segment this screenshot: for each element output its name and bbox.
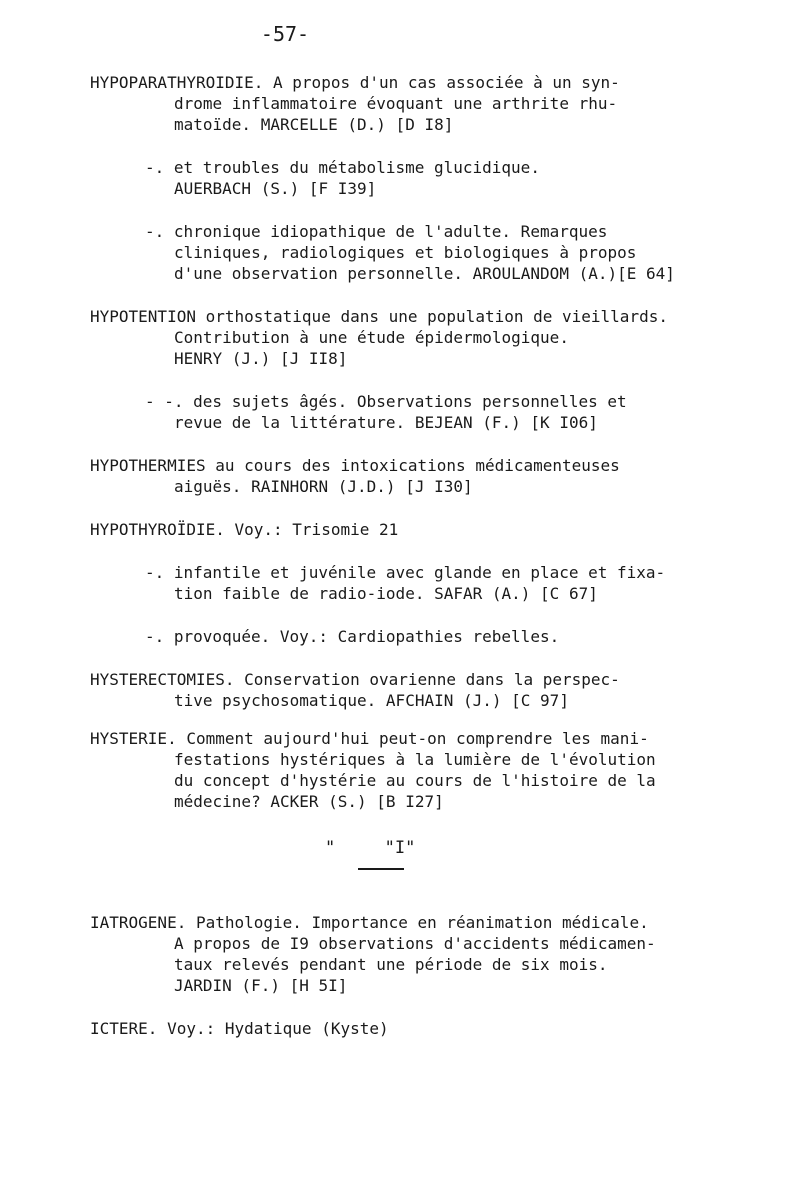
- index-entry: [90, 912, 770, 996]
- index-subentry: [90, 626, 770, 647]
- index-entry: [90, 306, 770, 369]
- page-number: -57-: [260, 22, 310, 46]
- entry-line: -. infantile et juvénile avec glande en place et fixa-: [145, 563, 666, 582]
- section-heading-quote: ": [325, 838, 336, 858]
- index-subentry: [90, 562, 770, 604]
- entry-line: drome inflammatoire évoquant une arthrite rhu-: [174, 94, 618, 113]
- entry-line: HENRY (J.) [J II8]: [174, 349, 348, 368]
- entry-line: ICTERE. Voy.: Hydatique (Kyste): [90, 1019, 389, 1038]
- entry-line: Contribution à une étude épidermologique.: [174, 328, 569, 347]
- entry-line: revue de la littérature. BEJEAN (F.) [K I06]: [174, 413, 598, 432]
- entry-line: matoïde. MARCELLE (D.) [D I8]: [174, 115, 454, 134]
- entry-line: médecine? ACKER (S.) [B I27]: [174, 792, 444, 811]
- entry-line: -. provoquée. Voy.: Cardiopathies rebelles.: [145, 627, 560, 646]
- entry-line: du concept d'hystérie au cours de l'histoire de la: [174, 771, 656, 790]
- entry-line: HYPOTENTION orthostatique dans une population de vieillards.: [90, 307, 668, 326]
- section-heading-letter: "I": [384, 838, 416, 858]
- section-divider: [358, 868, 404, 870]
- index-entry: [90, 72, 770, 135]
- section-heading: [0, 838, 800, 858]
- entry-line: HYPOTHYROÏDIE. Voy.: Trisomie 21: [90, 520, 399, 539]
- entry-line: HYSTERIE. Comment aujourd'hui peut-on comprendre les mani-: [90, 729, 649, 748]
- entry-line: taux relevés pendant une période de six mois.: [174, 955, 608, 974]
- entry-line: tion faible de radio-iode. SAFAR (A.) [C 67]: [174, 584, 598, 603]
- index-subentry: [90, 221, 770, 284]
- entry-line: tive psychosomatique. AFCHAIN (J.) [C 97]: [174, 691, 569, 710]
- entry-line: -. chronique idiopathique de l'adulte. Remarques: [145, 222, 608, 241]
- entry-line: -. et troubles du métabolisme glucidique.: [145, 158, 540, 177]
- index-subentry: [90, 391, 770, 433]
- index-entry: [90, 455, 770, 497]
- entry-line: AUERBACH (S.) [F I39]: [174, 179, 377, 198]
- entry-line: HYSTERECTOMIES. Conservation ovarienne dans la perspec-: [90, 670, 620, 689]
- index-entries-i: [90, 912, 770, 1039]
- index-entry: [90, 669, 770, 711]
- entry-line: IATROGENE. Pathologie. Importance en réanimation médicale.: [90, 913, 649, 932]
- index-entries-h: [90, 72, 770, 812]
- index-entry: [90, 519, 770, 540]
- entry-line: festations hystériques à la lumière de l'évolution: [174, 750, 656, 769]
- index-entry: [90, 1018, 770, 1039]
- entry-line: HYPOTHERMIES au cours des intoxications médicamenteuses: [90, 456, 620, 475]
- entry-line: d'une observation personnelle. AROULANDOM (A.)[E 64]: [174, 264, 675, 283]
- entry-line: HYPOPARATHYROIDIE. A propos d'un cas associée à un syn-: [90, 73, 620, 92]
- entry-line: JARDIN (F.) [H 5I]: [174, 976, 348, 995]
- index-entry: [90, 728, 770, 812]
- entry-line: aiguës. RAINHORN (J.D.) [J I30]: [174, 477, 473, 496]
- entry-line: A propos de I9 observations d'accidents médicamen-: [174, 934, 656, 953]
- index-subentry: [90, 157, 770, 199]
- entry-line: cliniques, radiologiques et biologiques à propos: [174, 243, 637, 262]
- entry-line: - -. des sujets âgés. Observations personnelles et: [145, 392, 627, 411]
